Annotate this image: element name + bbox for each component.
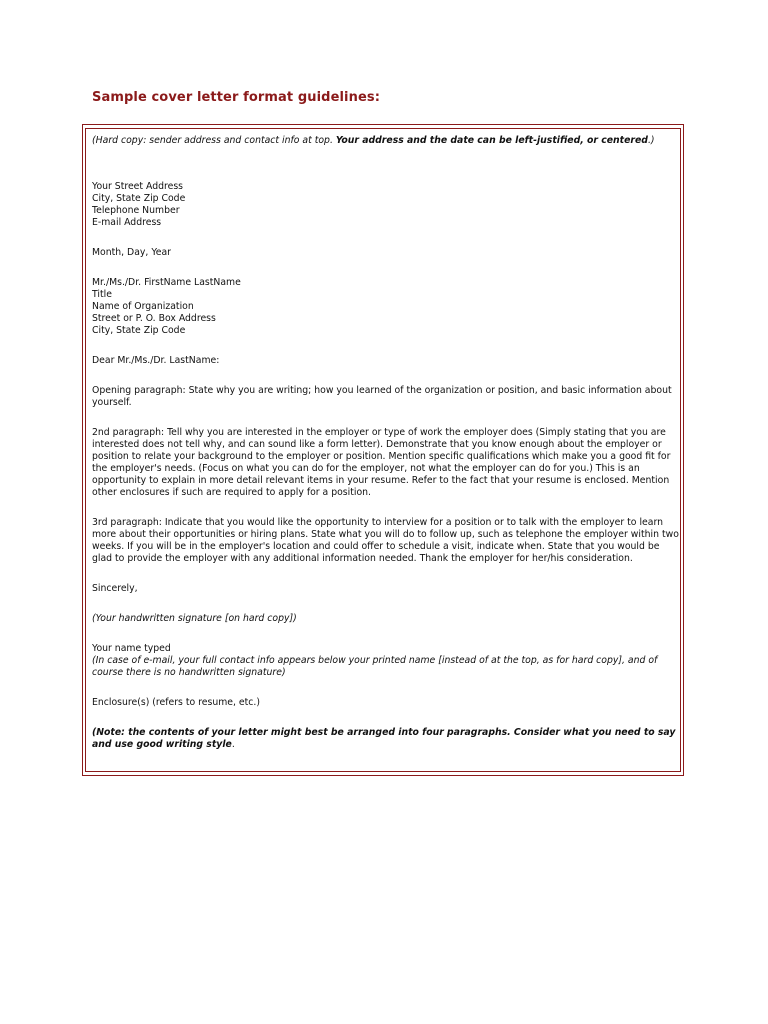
final-note-close: . (231, 739, 235, 750)
sender-street: Your Street Address (92, 181, 184, 192)
salutation: Dear Mr./Ms./Dr. LastName: (92, 355, 220, 366)
recipient-city-state-zip: City, State Zip Code (92, 325, 186, 336)
page-title: Sample cover letter format guidelines: (92, 90, 381, 105)
final-note-bold: Note: the contents of your letter might best be arranged into four paragraphs. Consider what you need to say and use good writing style (92, 727, 676, 750)
recipient-address-block (92, 277, 680, 337)
opening-paragraph: Opening paragraph: State why you are writing; how you learned of the organization or position, and basic information about yourself. (92, 385, 672, 408)
intro-note-close: .) (647, 135, 655, 146)
sender-telephone: Telephone Number (92, 205, 180, 216)
final-note (92, 727, 680, 751)
email-note: (In case of e-mail, your full contact info appears below your printed name [instead of at the top, as for hard copy], and of course there is no handwritten signature) (92, 655, 658, 678)
intro-note-plain: (Hard copy: sender address and contact info at top. (92, 135, 336, 146)
intro-note (92, 135, 680, 147)
intro-note-bold: Your address and the date can be left-justified, or centered (335, 135, 648, 146)
recipient-title: Title (92, 289, 112, 300)
third-paragraph: 3rd paragraph: Indicate that you would like the opportunity to interview for a position or to talk with the employer to learn more about their opportunities or hiring plans. State what you will do to follow up, such as telephone the employer within two weeks. If you will be in the employer's location and could offer to schedule a visit, indicate when. State that you would be glad to provide the employer with any additional information needed. Thank the employer for her/his consideration. (92, 517, 679, 564)
letter-date: Month, Day, Year (92, 247, 172, 258)
sender-city-state-zip: City, State Zip Code (92, 193, 186, 204)
enclosures: Enclosure(s) (refers to resume, etc.) (92, 697, 260, 708)
recipient-organization: Name of Organization (92, 301, 194, 312)
recipient-street: Street or P. O. Box Address (92, 313, 216, 324)
sender-address-block (92, 181, 680, 229)
second-paragraph: 2nd paragraph: Tell why you are interested in the employer or type of work the employer does (Simply stating that you are interested does not tell why, and can sound like a form letter). Demonstrate that you know enough about the employer or position to relate your background to the employer or position. Mention specific qualifications which make you a good fit for the employer's needs. (Focus on what you can do for the employer, not what the employer can do for you.) This is an opportunity to explain in more detail relevant items in your resume. Refer to the fact that your resume is enclosed. Mention other enclosures if such are required to apply for a position. (92, 427, 671, 498)
letter-body (92, 135, 680, 751)
closing: Sincerely, (92, 583, 138, 594)
recipient-name: Mr./Ms./Dr. FirstName LastName (92, 277, 241, 288)
signature-note: (Your handwritten signature [on hard copy]) (92, 613, 297, 624)
final-note-open: ( (92, 727, 97, 738)
sender-email: E-mail Address (92, 217, 162, 228)
name-typed: Your name typed (92, 643, 171, 654)
